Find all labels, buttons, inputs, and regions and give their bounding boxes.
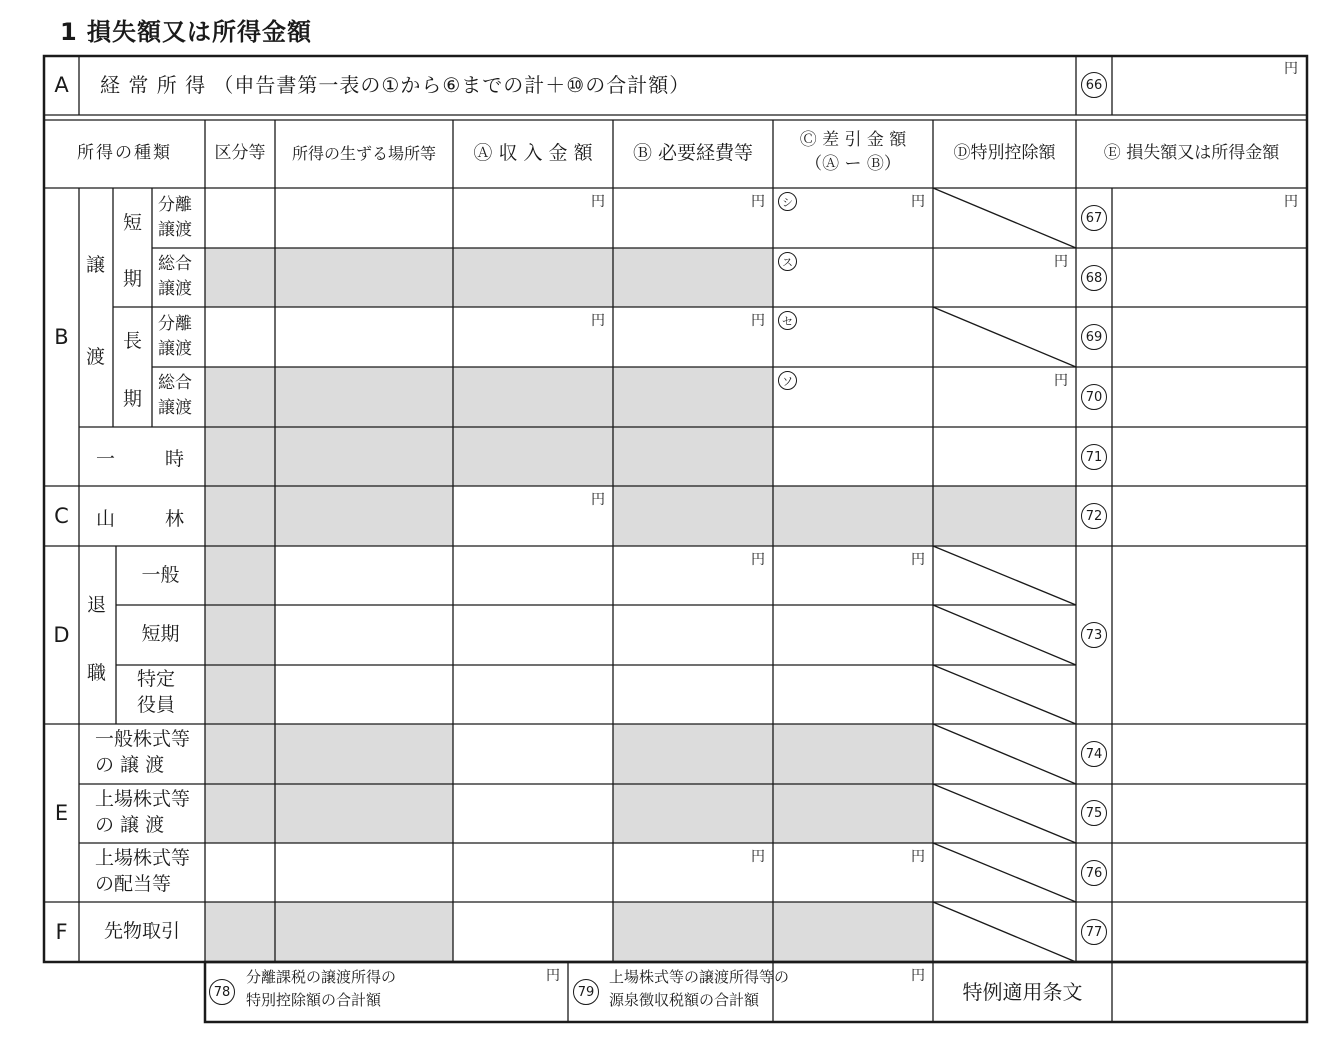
line-number-68: 68 bbox=[1081, 265, 1107, 291]
line-number-71: 71 bbox=[1081, 444, 1107, 470]
row-letter-a: A bbox=[54, 73, 69, 98]
ordinary-income-label: 経 常 所 得 （申告書第一表の①から⑥までの計＋⑩の合計額） bbox=[100, 73, 691, 97]
yen-unit: 円 bbox=[911, 849, 925, 865]
listed-stock-withholding-total-label: 上場株式等の譲渡所得等の 源泉徴収税額の合計額 bbox=[609, 968, 790, 1010]
kata-se-marker: セ bbox=[778, 311, 797, 330]
yen-unit: 円 bbox=[1284, 61, 1298, 77]
amount-66-input[interactable] bbox=[1113, 57, 1306, 114]
retirement-general-label: 一般 bbox=[141, 563, 180, 586]
line-number-69: 69 bbox=[1081, 324, 1107, 350]
line-number-70: 70 bbox=[1081, 384, 1107, 410]
header-income-amount: Ⓐ 収 入 金 額 bbox=[473, 142, 593, 165]
yen-unit: 円 bbox=[751, 552, 765, 568]
special-provision-label: 特例適用条文 bbox=[962, 979, 1083, 1004]
yen-unit: 円 bbox=[751, 849, 765, 865]
line-number-77: 77 bbox=[1081, 919, 1107, 945]
general-transfer-label: 総合 譲渡 bbox=[158, 254, 192, 299]
line-number-67: 67 bbox=[1081, 205, 1107, 231]
row-letter-b: B bbox=[54, 324, 69, 349]
yen-unit: 円 bbox=[751, 194, 765, 210]
forestry-label-1: 山 bbox=[96, 508, 116, 530]
separate-transfer-label: 分離 譲渡 bbox=[158, 195, 192, 240]
temporary-income-label-1: 一 bbox=[96, 448, 116, 470]
listed-stock-transfer-label: 上場株式等 の 譲 渡 bbox=[95, 788, 191, 836]
header-expenses: Ⓑ 必要経費等 bbox=[632, 142, 754, 165]
forestry-label-2: 林 bbox=[165, 508, 185, 530]
line-number-78: 78 bbox=[209, 979, 235, 1005]
kata-shi-marker: シ bbox=[778, 192, 797, 211]
line-number-79: 79 bbox=[573, 979, 599, 1005]
transfer-label-2: 渡 bbox=[86, 346, 106, 368]
futures-trading-label: 先物取引 bbox=[103, 920, 180, 943]
separate-tax-special-deduction-total-label: 分離課税の譲渡所得の 特別控除額の合計額 bbox=[246, 968, 397, 1010]
kata-so-marker: ソ bbox=[778, 371, 797, 390]
row-letter-f: F bbox=[55, 919, 68, 944]
page-title: 1 損失額又は所得金額 bbox=[60, 18, 313, 46]
retirement-short-label: 短期 bbox=[141, 623, 180, 646]
long-term-label-2: 期 bbox=[123, 388, 143, 410]
line-number-72: 72 bbox=[1081, 503, 1107, 529]
line-number-73: 73 bbox=[1081, 622, 1107, 648]
header-difference-line2: （Ⓐ ー Ⓑ） bbox=[805, 154, 901, 175]
line-number-76: 76 bbox=[1081, 860, 1107, 886]
retirement-label-2: 職 bbox=[87, 662, 107, 684]
line-number-66: 66 bbox=[1081, 72, 1107, 98]
header-difference-line1: Ⓒ 差 引 金 額 bbox=[799, 130, 907, 151]
row-letter-e: E bbox=[54, 800, 69, 825]
header-special-deduction: Ⓓ特別控除額 bbox=[953, 143, 1056, 164]
yen-unit: 円 bbox=[751, 313, 765, 329]
header-loss-or-income: Ⓔ 損失額又は所得金額 bbox=[1103, 143, 1280, 164]
short-term-label-2: 期 bbox=[123, 268, 143, 290]
yen-unit: 円 bbox=[1054, 373, 1068, 389]
line-number-74: 74 bbox=[1081, 741, 1107, 767]
yen-unit: 円 bbox=[591, 313, 605, 329]
retirement-special-officer-label: 特定 役員 bbox=[137, 668, 176, 716]
yen-unit: 円 bbox=[911, 552, 925, 568]
temporary-income-label-2: 時 bbox=[165, 448, 185, 470]
yen-unit: 円 bbox=[591, 492, 605, 508]
line-number-75: 75 bbox=[1081, 800, 1107, 826]
general-stock-transfer-label: 一般株式等 の 譲 渡 bbox=[95, 728, 191, 776]
separate-transfer-label: 分離 譲渡 bbox=[158, 314, 192, 359]
kata-su-marker: ス bbox=[778, 252, 797, 271]
general-transfer-label: 総合 譲渡 bbox=[158, 373, 192, 418]
header-income-kind: 所得の種類 bbox=[77, 143, 172, 164]
long-term-label-1: 長 bbox=[123, 330, 143, 352]
header-place: 所得の生ずる場所等 bbox=[291, 143, 436, 163]
transfer-label-1: 譲 bbox=[86, 254, 106, 276]
yen-unit: 円 bbox=[591, 194, 605, 210]
yen-unit: 円 bbox=[911, 968, 925, 984]
row-letter-c: C bbox=[54, 503, 69, 528]
amount-78-input[interactable] bbox=[410, 964, 567, 1020]
listed-stock-dividend-label: 上場株式等 の配当等 bbox=[95, 847, 191, 895]
yen-unit: 円 bbox=[911, 194, 925, 210]
yen-unit: 円 bbox=[1284, 194, 1298, 210]
retirement-label-1: 退 bbox=[87, 594, 107, 616]
yen-unit: 円 bbox=[1054, 254, 1068, 270]
amount-79-input[interactable] bbox=[774, 964, 932, 1020]
row-letter-d: D bbox=[53, 622, 70, 647]
short-term-label-1: 短 bbox=[123, 212, 143, 234]
special-provision-input[interactable] bbox=[1113, 964, 1306, 1020]
header-category: 区分等 bbox=[214, 143, 266, 164]
yen-unit: 円 bbox=[546, 968, 560, 984]
